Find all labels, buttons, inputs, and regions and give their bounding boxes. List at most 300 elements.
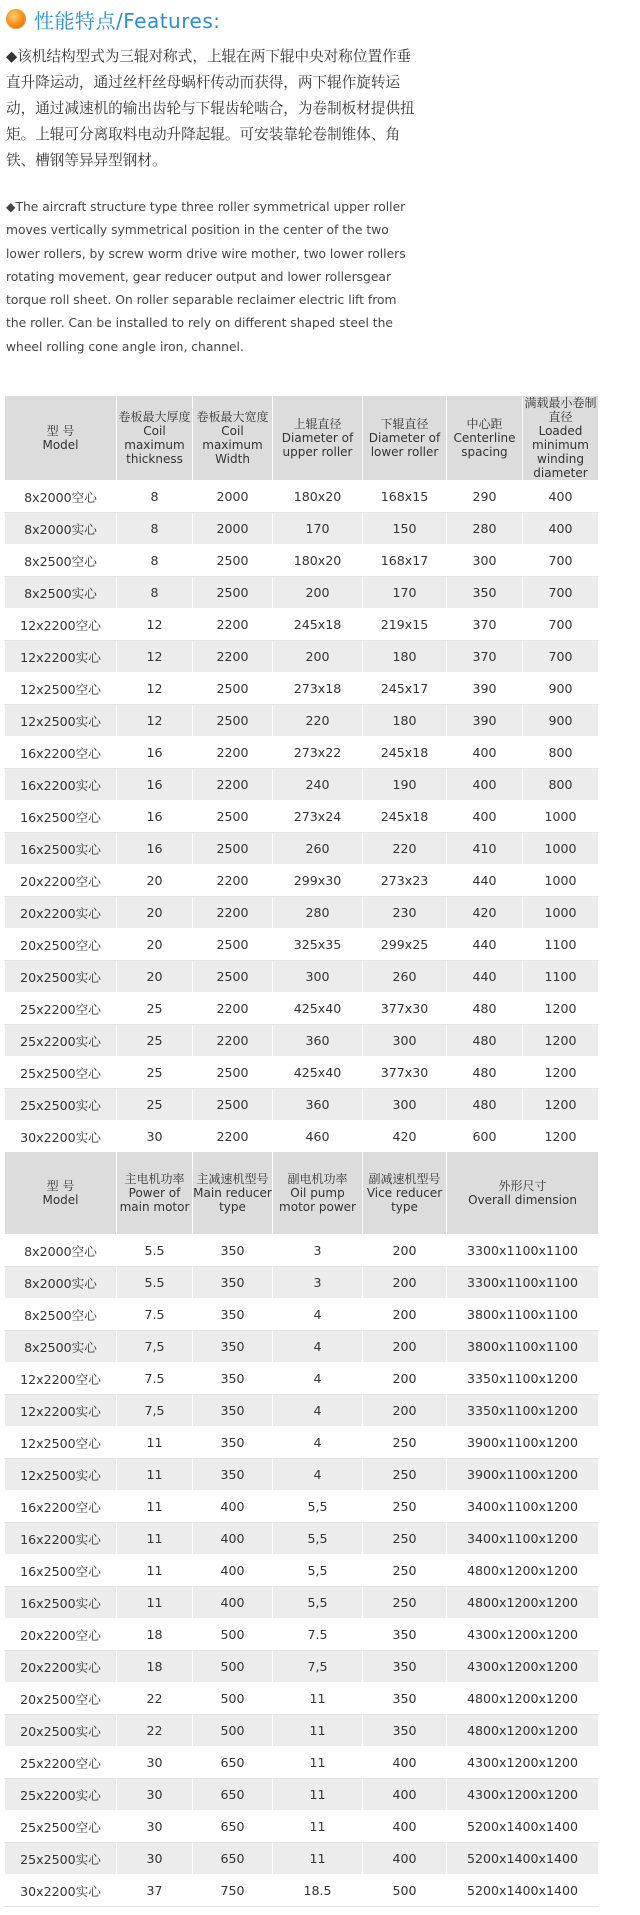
value-cell: 480 — [447, 1057, 523, 1089]
value-cell: 350 — [193, 1331, 273, 1363]
value-cell: 350 — [193, 1299, 273, 1331]
model-cell: 25x2200空心 — [5, 1747, 117, 1779]
table-row — [5, 1875, 599, 1907]
column-header-zh: 主减速机型号 — [196, 1172, 269, 1186]
value-cell: 3350x1100x1200 — [447, 1395, 599, 1427]
spec-table-2 — [4, 1151, 599, 1907]
column-header — [447, 396, 523, 481]
value-cell: 800 — [523, 769, 599, 801]
value-cell: 420 — [363, 1121, 447, 1153]
value-cell: 1200 — [523, 1057, 599, 1089]
model-cell: 16x2200空心 — [5, 737, 117, 769]
value-cell: 12 — [117, 641, 193, 673]
model-cell: 25x2200实心 — [5, 1779, 117, 1811]
value-cell: 500 — [193, 1683, 273, 1715]
value-cell: 2000 — [193, 481, 273, 513]
value-cell: 440 — [447, 961, 523, 993]
model-cell: 20x2500实心 — [5, 1715, 117, 1747]
value-cell: 650 — [193, 1843, 273, 1875]
value-cell: 3 — [273, 1267, 363, 1299]
value-cell: 3400x1100x1200 — [447, 1523, 599, 1555]
table-row — [5, 1811, 599, 1843]
model-cell: 12x2500实心 — [5, 705, 117, 737]
table-row — [5, 481, 599, 513]
value-cell: 1000 — [523, 801, 599, 833]
table-row — [5, 737, 599, 769]
column-header-en: Main reducer type — [193, 1186, 272, 1214]
value-cell: 480 — [447, 1089, 523, 1121]
value-cell: 350 — [363, 1651, 447, 1683]
value-cell: 5200x1400x1400 — [447, 1843, 599, 1875]
value-cell: 440 — [447, 929, 523, 961]
value-cell: 1200 — [523, 1025, 599, 1057]
value-cell: 200 — [273, 577, 363, 609]
value-cell: 12 — [117, 705, 193, 737]
value-cell: 200 — [273, 641, 363, 673]
model-cell: 25x2500空心 — [5, 1811, 117, 1843]
value-cell: 420 — [447, 897, 523, 929]
value-cell: 400 — [193, 1523, 273, 1555]
value-cell: 8 — [117, 545, 193, 577]
value-cell: 1000 — [523, 865, 599, 897]
value-cell: 480 — [447, 993, 523, 1025]
spec-table-1-header — [5, 396, 599, 481]
features-header — [6, 4, 220, 34]
value-cell: 2200 — [193, 897, 273, 929]
value-cell: 250 — [363, 1555, 447, 1587]
table-row — [5, 1779, 599, 1811]
value-cell: 240 — [273, 769, 363, 801]
model-cell: 20x2200空心 — [5, 865, 117, 897]
model-cell: 16x2200空心 — [5, 1491, 117, 1523]
value-cell: 16 — [117, 833, 193, 865]
value-cell: 250 — [363, 1523, 447, 1555]
value-cell: 1200 — [523, 1089, 599, 1121]
value-cell: 4800x1200x1200 — [447, 1587, 599, 1619]
value-cell: 200 — [363, 1363, 447, 1395]
value-cell: 2500 — [193, 705, 273, 737]
table-row — [5, 641, 599, 673]
value-cell: 11 — [273, 1811, 363, 1843]
value-cell: 273x18 — [273, 673, 363, 705]
table-row — [5, 673, 599, 705]
value-cell: 2200 — [193, 865, 273, 897]
value-cell: 480 — [447, 1025, 523, 1057]
column-header — [5, 1152, 117, 1235]
model-cell: 12x2500空心 — [5, 1427, 117, 1459]
model-cell: 16x2200实心 — [5, 1523, 117, 1555]
value-cell: 4300x1200x1200 — [447, 1651, 599, 1683]
value-cell: 5200x1400x1400 — [447, 1811, 599, 1843]
value-cell: 400 — [363, 1843, 447, 1875]
value-cell: 2000 — [193, 513, 273, 545]
model-cell: 12x2200空心 — [5, 609, 117, 641]
column-header — [193, 396, 273, 481]
features-title: 性能特点/Features: — [34, 8, 221, 33]
table-row — [5, 961, 599, 993]
value-cell: 377x30 — [363, 1057, 447, 1089]
column-header-zh: 副电机功率 — [287, 1172, 348, 1186]
model-cell: 20x2500空心 — [5, 929, 117, 961]
value-cell: 280 — [273, 897, 363, 929]
value-cell: 4 — [273, 1331, 363, 1363]
model-cell: 20x2500实心 — [5, 961, 117, 993]
column-header-zh: 卷板最大宽度 — [196, 410, 269, 424]
value-cell: 250 — [363, 1491, 447, 1523]
column-header-zh: 中心距 — [466, 417, 503, 431]
value-cell: 273x24 — [273, 801, 363, 833]
value-cell: 2500 — [193, 545, 273, 577]
column-header — [363, 1152, 447, 1235]
value-cell: 220 — [273, 705, 363, 737]
value-cell: 2200 — [193, 641, 273, 673]
column-header-en: Oil pump motor power — [279, 1186, 356, 1214]
column-header-zh: 型 号 — [46, 424, 75, 438]
value-cell: 350 — [363, 1715, 447, 1747]
value-cell: 700 — [523, 577, 599, 609]
value-cell: 4 — [273, 1299, 363, 1331]
value-cell: 5.5 — [117, 1235, 193, 1267]
value-cell: 220 — [363, 833, 447, 865]
value-cell: 180 — [363, 705, 447, 737]
value-cell: 11 — [117, 1459, 193, 1491]
model-cell: 20x2500空心 — [5, 1683, 117, 1715]
model-cell: 20x2200空心 — [5, 1619, 117, 1651]
value-cell: 280 — [447, 513, 523, 545]
value-cell: 500 — [193, 1651, 273, 1683]
value-cell: 1100 — [523, 929, 599, 961]
model-cell: 12x2200实心 — [5, 641, 117, 673]
value-cell: 170 — [273, 513, 363, 545]
table-row — [5, 1267, 599, 1299]
value-cell: 500 — [193, 1619, 273, 1651]
value-cell: 22 — [117, 1715, 193, 1747]
value-cell: 350 — [363, 1619, 447, 1651]
model-cell: 30x2200实心 — [5, 1121, 117, 1153]
table-row — [5, 1843, 599, 1875]
value-cell: 650 — [193, 1811, 273, 1843]
model-cell: 25x2500实心 — [5, 1843, 117, 1875]
table-row — [5, 1025, 599, 1057]
value-cell: 1000 — [523, 833, 599, 865]
value-cell: 168x17 — [363, 545, 447, 577]
value-cell: 500 — [193, 1715, 273, 1747]
value-cell: 250 — [363, 1459, 447, 1491]
column-header — [363, 396, 447, 481]
value-cell: 18 — [117, 1619, 193, 1651]
column-header-en: Diameter of lower roller — [368, 431, 441, 459]
value-cell: 11 — [273, 1843, 363, 1875]
table-row — [5, 1459, 599, 1491]
value-cell: 3350x1100x1200 — [447, 1363, 599, 1395]
value-cell: 400 — [523, 481, 599, 513]
model-cell: 8x2500空心 — [5, 1299, 117, 1331]
value-cell: 390 — [447, 705, 523, 737]
column-header-en: Model — [42, 1193, 79, 1207]
table-row — [5, 577, 599, 609]
value-cell: 410 — [447, 833, 523, 865]
value-cell: 5.5 — [117, 1267, 193, 1299]
value-cell: 400 — [193, 1555, 273, 1587]
model-cell: 16x2500空心 — [5, 1555, 117, 1587]
model-cell: 25x2500空心 — [5, 1057, 117, 1089]
value-cell: 11 — [117, 1555, 193, 1587]
value-cell: 30 — [117, 1779, 193, 1811]
value-cell: 400 — [193, 1491, 273, 1523]
value-cell: 250 — [363, 1427, 447, 1459]
value-cell: 230 — [363, 897, 447, 929]
value-cell: 20 — [117, 865, 193, 897]
value-cell: 20 — [117, 897, 193, 929]
value-cell: 260 — [363, 961, 447, 993]
value-cell: 4 — [273, 1459, 363, 1491]
value-cell: 30 — [117, 1811, 193, 1843]
table-row — [5, 1121, 599, 1153]
column-header-en: Centerline spacing — [453, 431, 516, 459]
value-cell: 299x25 — [363, 929, 447, 961]
value-cell: 4 — [273, 1427, 363, 1459]
column-header — [117, 396, 193, 481]
column-header-zh: 主电机功率 — [124, 1172, 185, 1186]
table-row — [5, 1363, 599, 1395]
value-cell: 4800x1200x1200 — [447, 1555, 599, 1587]
value-cell: 3800x1100x1100 — [447, 1331, 599, 1363]
value-cell: 700 — [523, 609, 599, 641]
value-cell: 200 — [363, 1331, 447, 1363]
value-cell: 168x15 — [363, 481, 447, 513]
table-row — [5, 769, 599, 801]
intro-chinese-paragraph: ◆该机结构型式为三辊对称式，上辊在两下辊中央对称位置作垂直升降运动，通过丝杆丝母蜗杆传动而获得，两下辊作旋转运动，通过减速机的输出齿轮与下辊齿轮啮合，为卷制板材提供扭矩。上辊可分离取料电动升降起辊。可安装靠轮卷制锥体、角铁、槽钢等异异型钢材。 — [6, 48, 415, 169]
value-cell: 245x17 — [363, 673, 447, 705]
value-cell: 8 — [117, 577, 193, 609]
value-cell: 273x23 — [363, 865, 447, 897]
value-cell: 7,5 — [117, 1395, 193, 1427]
value-cell: 245x18 — [273, 609, 363, 641]
value-cell: 2500 — [193, 673, 273, 705]
value-cell: 350 — [193, 1459, 273, 1491]
value-cell: 11 — [273, 1683, 363, 1715]
table-row — [5, 993, 599, 1025]
value-cell: 219x15 — [363, 609, 447, 641]
model-cell: 8x2500实心 — [5, 577, 117, 609]
value-cell: 200 — [363, 1395, 447, 1427]
value-cell: 400 — [447, 737, 523, 769]
value-cell: 2200 — [193, 1025, 273, 1057]
value-cell: 16 — [117, 737, 193, 769]
model-cell: 20x2200实心 — [5, 1651, 117, 1683]
column-header-en: Model — [42, 438, 79, 452]
value-cell: 650 — [193, 1779, 273, 1811]
value-cell: 3300x1100x1100 — [447, 1267, 599, 1299]
value-cell: 3900x1100x1200 — [447, 1459, 599, 1491]
value-cell: 750 — [193, 1875, 273, 1907]
table-row — [5, 1587, 599, 1619]
table-row — [5, 1331, 599, 1363]
value-cell: 400 — [447, 769, 523, 801]
value-cell: 180x20 — [273, 481, 363, 513]
value-cell: 350 — [193, 1395, 273, 1427]
value-cell: 200 — [363, 1235, 447, 1267]
orange-circle-icon — [6, 9, 26, 29]
model-cell: 25x2200空心 — [5, 993, 117, 1025]
value-cell: 350 — [193, 1427, 273, 1459]
column-header-en: Power of main motor — [119, 1186, 190, 1214]
value-cell: 4300x1200x1200 — [447, 1747, 599, 1779]
table-row — [5, 609, 599, 641]
table-row — [5, 545, 599, 577]
value-cell: 190 — [363, 769, 447, 801]
value-cell: 2200 — [193, 737, 273, 769]
value-cell: 200 — [363, 1267, 447, 1299]
value-cell: 4 — [273, 1363, 363, 1395]
table-row — [5, 1395, 599, 1427]
value-cell: 2500 — [193, 1089, 273, 1121]
table-row — [5, 1057, 599, 1089]
model-cell: 12x2500空心 — [5, 673, 117, 705]
value-cell: 150 — [363, 513, 447, 545]
column-header-zh: 上辊直径 — [293, 417, 342, 431]
value-cell: 500 — [363, 1875, 447, 1907]
model-cell: 8x2500实心 — [5, 1331, 117, 1363]
value-cell: 25 — [117, 1025, 193, 1057]
value-cell: 600 — [447, 1121, 523, 1153]
value-cell: 30 — [117, 1747, 193, 1779]
value-cell: 3900x1100x1200 — [447, 1427, 599, 1459]
model-cell: 25x2500实心 — [5, 1089, 117, 1121]
model-cell: 12x2200空心 — [5, 1363, 117, 1395]
table-row — [5, 1299, 599, 1331]
value-cell: 1100 — [523, 961, 599, 993]
value-cell: 377x30 — [363, 993, 447, 1025]
column-header-en: Coil maximum thickness — [124, 424, 185, 466]
model-cell: 8x2000实心 — [5, 513, 117, 545]
value-cell: 1000 — [523, 897, 599, 929]
value-cell: 5,5 — [273, 1491, 363, 1523]
value-cell: 1200 — [523, 993, 599, 1025]
value-cell: 8 — [117, 481, 193, 513]
column-header-zh: 外形尺寸 — [498, 1179, 547, 1193]
table-row — [5, 1651, 599, 1683]
value-cell: 20 — [117, 929, 193, 961]
value-cell: 5,5 — [273, 1587, 363, 1619]
intro-english-paragraph: ◆The aircraft structure type three roller symmetrical upper roller moves vertically symmetrical position in the center of the two lower rollers, by screw worm drive wire mother, two lower rollers rotating movement, gear reducer output and lower rollersgear torque roll sheet. On roller separable reclaimer electric lift from the roller. Can be installed to rely on different shaped steel the wheel rolling cone angle iron, channel. — [6, 200, 406, 354]
model-cell: 8x2000空心 — [5, 481, 117, 513]
table-row — [5, 1491, 599, 1523]
model-cell: 12x2500实心 — [5, 1459, 117, 1491]
column-header-en: Coil maximum Width — [202, 424, 263, 466]
value-cell: 7,5 — [273, 1651, 363, 1683]
column-header-en: Overall dimension — [468, 1193, 577, 1207]
column-header — [273, 396, 363, 481]
spec-table-1 — [4, 395, 599, 1153]
value-cell: 350 — [447, 577, 523, 609]
value-cell: 25 — [117, 993, 193, 1025]
value-cell: 37 — [117, 1875, 193, 1907]
column-header-zh: 满载最小卷制直径 — [524, 396, 597, 424]
column-header — [447, 1152, 599, 1235]
value-cell: 325x35 — [273, 929, 363, 961]
model-cell: 8x2500空心 — [5, 545, 117, 577]
value-cell: 11 — [273, 1779, 363, 1811]
value-cell: 440 — [447, 865, 523, 897]
value-cell: 400 — [363, 1747, 447, 1779]
value-cell: 30 — [117, 1843, 193, 1875]
value-cell: 3800x1100x1100 — [447, 1299, 599, 1331]
value-cell: 4800x1200x1200 — [447, 1715, 599, 1747]
value-cell: 650 — [193, 1747, 273, 1779]
value-cell: 11 — [117, 1587, 193, 1619]
value-cell: 400 — [193, 1587, 273, 1619]
value-cell: 425x40 — [273, 1057, 363, 1089]
value-cell: 3 — [273, 1235, 363, 1267]
model-cell: 16x2200实心 — [5, 769, 117, 801]
value-cell: 245x18 — [363, 801, 447, 833]
value-cell: 350 — [193, 1363, 273, 1395]
value-cell: 370 — [447, 641, 523, 673]
value-cell: 460 — [273, 1121, 363, 1153]
value-cell: 18.5 — [273, 1875, 363, 1907]
model-cell: 12x2200实心 — [5, 1395, 117, 1427]
value-cell: 260 — [273, 833, 363, 865]
column-header-en: Loaded minimum winding diameter — [532, 424, 589, 480]
value-cell: 22 — [117, 1683, 193, 1715]
value-cell: 900 — [523, 705, 599, 737]
table-row — [5, 801, 599, 833]
value-cell: 300 — [447, 545, 523, 577]
value-cell: 30 — [117, 1121, 193, 1153]
table-row — [5, 1235, 599, 1267]
value-cell: 170 — [363, 577, 447, 609]
value-cell: 2200 — [193, 609, 273, 641]
value-cell: 2500 — [193, 577, 273, 609]
value-cell: 7,5 — [117, 1331, 193, 1363]
value-cell: 900 — [523, 673, 599, 705]
value-cell: 400 — [363, 1811, 447, 1843]
model-cell: 16x2500空心 — [5, 801, 117, 833]
table-row — [5, 865, 599, 897]
table-row — [5, 1523, 599, 1555]
value-cell: 700 — [523, 641, 599, 673]
value-cell: 400 — [523, 513, 599, 545]
value-cell: 360 — [273, 1025, 363, 1057]
value-cell: 400 — [447, 801, 523, 833]
value-cell: 7.5 — [117, 1299, 193, 1331]
table-row — [5, 1555, 599, 1587]
value-cell: 200 — [363, 1299, 447, 1331]
value-cell: 7.5 — [273, 1619, 363, 1651]
value-cell: 180 — [363, 641, 447, 673]
table-row — [5, 705, 599, 737]
column-header-zh: 下辊直径 — [380, 417, 429, 431]
table-row — [5, 1427, 599, 1459]
value-cell: 2500 — [193, 929, 273, 961]
value-cell: 300 — [363, 1089, 447, 1121]
value-cell: 25 — [117, 1057, 193, 1089]
value-cell: 7.5 — [117, 1363, 193, 1395]
value-cell: 250 — [363, 1587, 447, 1619]
value-cell: 2200 — [193, 769, 273, 801]
column-header-en: Vice reducer type — [366, 1186, 443, 1214]
spec-table-2-header — [5, 1152, 599, 1235]
value-cell: 11 — [273, 1715, 363, 1747]
value-cell: 16 — [117, 801, 193, 833]
column-header — [193, 1152, 273, 1235]
value-cell: 16 — [117, 769, 193, 801]
value-cell: 4800x1200x1200 — [447, 1683, 599, 1715]
model-cell: 30x2200实心 — [5, 1875, 117, 1907]
value-cell: 5200x1400x1400 — [447, 1875, 599, 1907]
table-row — [5, 1089, 599, 1121]
